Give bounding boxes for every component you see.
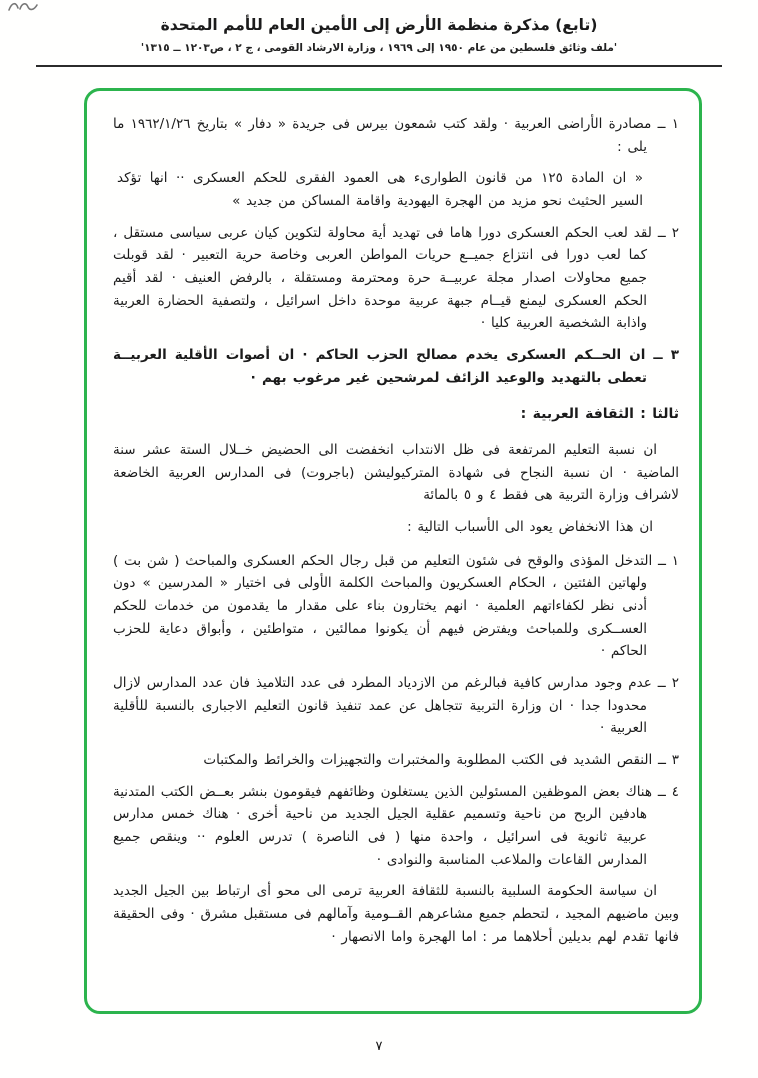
- memo-item-2: ٢ ــ لقد لعب الحكم العسكرى دورا هاما فى تهديد أية محاولة لتكوين كيان عربى سياسى مستقل ، كما لعب دورا فى انتزاع جميــع حريات المواطن العربى وخاصة حرية التعبير · لقد قوبلت جميع محاولات اصدار مجلة عربيــة حرة ومحترمة ومستقلة ، بالرفض العنيف · لقد أقيم الحكم العسكرى ليمنع قيــام جبهة عربية موحدة داخل اسرائيل ، ولتصفية الحضارة العربية واذابة الشخصية العربية كليا ·: [113, 224, 679, 332]
- press-quote: « ان المادة ١٢٥ من قانون الطوارىء هى العمود الفقرى للحكم العسكرى ·· انها تؤكد السير الحثيث نحو مزيد من الهجرة اليهودية واقامة المساكن من جديد »: [117, 170, 643, 210]
- reason-item-3: ٣ ــ النقص الشديد فى الكتب المطلوبة والمختبرات والتجهيزات والخرائط والمكتبات: [203, 751, 679, 768]
- document-title: (تابع) مذكرة منظمة الأرض إلى الأمين العام للأمم المتحدة: [160, 16, 598, 34]
- handwritten-mark: [6, 0, 40, 16]
- page-header: [0, 0, 758, 54]
- reason-item-1: ١ ــ التدخل المؤذى والوقح فى شئون التعليم من قبل رجال الحكم العسكرى والمباحث ( شن بت ) ولهاتين الفئتين ، الحكام العسكريون والمباحث الكلمة الأولى فى اختيار « المدرسين » دون أدنى نظر لكفاءاتهم العلمية · انهم يختارون بناء على مقدار ما يقدمون من خدمات للحكم العســكرى وللمباحث ويفترض فيهم أن يكونوا ممالئين ، متواطئين ، وأبواق دعاية للحزب الحاكم ·: [113, 552, 679, 660]
- culture-intro: ان نسبة التعليم المرتفعة فى ظل الانتداب انخفضت الى الحضيض خــلال الستة عشر سنة الماضية · ان نسبة النجاح فى شهادة المتركيوليشن (باجروت) فى المدارس العربية الخاضعة لاشراف وزارة التربية هى فقط ٤ و ٥ بالمائة: [113, 441, 679, 504]
- header-divider: [36, 65, 722, 67]
- reasons-lead: ان هذا الانخفاض يعود الى الأسباب التالية :: [407, 518, 653, 535]
- memo-item-3: ٣ ــ ان الحــكم العسكرى يخدم مصالح الحزب الحاكم · ان أصوات الأقلية العربيــة تعطى بالتهديد والوعيد الزائف لمرشحين غير مرغوب بهم ·: [113, 347, 679, 386]
- page-footer: [0, 1035, 758, 1054]
- page-number: ٧: [375, 1039, 383, 1054]
- section-heading-culture: ثالثا : الثقافة العربية :: [520, 406, 679, 423]
- reason-item-2: ٢ ــ عدم وجود مدارس كافية فبالرغم من الازدياد المطرد فى عدد التلاميذ فان عدد المدارس لازال محدودا جدا · ان وزارة التربية تتجاهل عن عمد تنفيذ قانون التعليم الاجبارى بالنسبة للأقلية العربية ·: [113, 674, 679, 737]
- memo-item-1: ١ ــ مصادرة الأراضى العربية · ولقد كتب شمعون بيرس فى جريدة « دفار » بتاريخ ١٩٦٢/١/٢٦ ما يلى :: [113, 116, 679, 155]
- source-citation: 'ملف وثائق فلسطين من عام ١٩٥٠ إلى ١٩٦٩ ، وزارة الارشاد القومى ، ج ٢ ، ص١٢٠٣ ــ ١٣١٥': [140, 42, 618, 54]
- reason-item-4: ٤ ــ هناك بعض الموظفين المسئولين الذين يستغلون وظائفهم فيقومون بنشر بعــض الكتب المتدنية هادفين الربح من ناحية وتسميم عقلية الجيل الجديد من ناحية أخرى · هناك خمس مدارس عربية ثانوية فى اسرائيل ، واحدة منها ( فى الناصرة ) تدرس العلوم ·· وينقص جميع المدارس القاعات والملاعب المناسبة والنوادى ·: [113, 783, 679, 868]
- content-frame: [84, 88, 702, 1014]
- closing-paragraph: ان سياسة الحكومة السلبية بالنسبة للثقافة العربية ترمى الى محو أى ارتباط بين الجيل الجديد وبين ماضيهم المجيد ، لتحطم جميع مشاعرهم القــومية وآمالهم فى مستقبل مشرق · وفى الحقيقة فانها تقدم لهم بديلين أحلاهما مر : اما الهجرة واما الانصهار ·: [113, 883, 679, 945]
